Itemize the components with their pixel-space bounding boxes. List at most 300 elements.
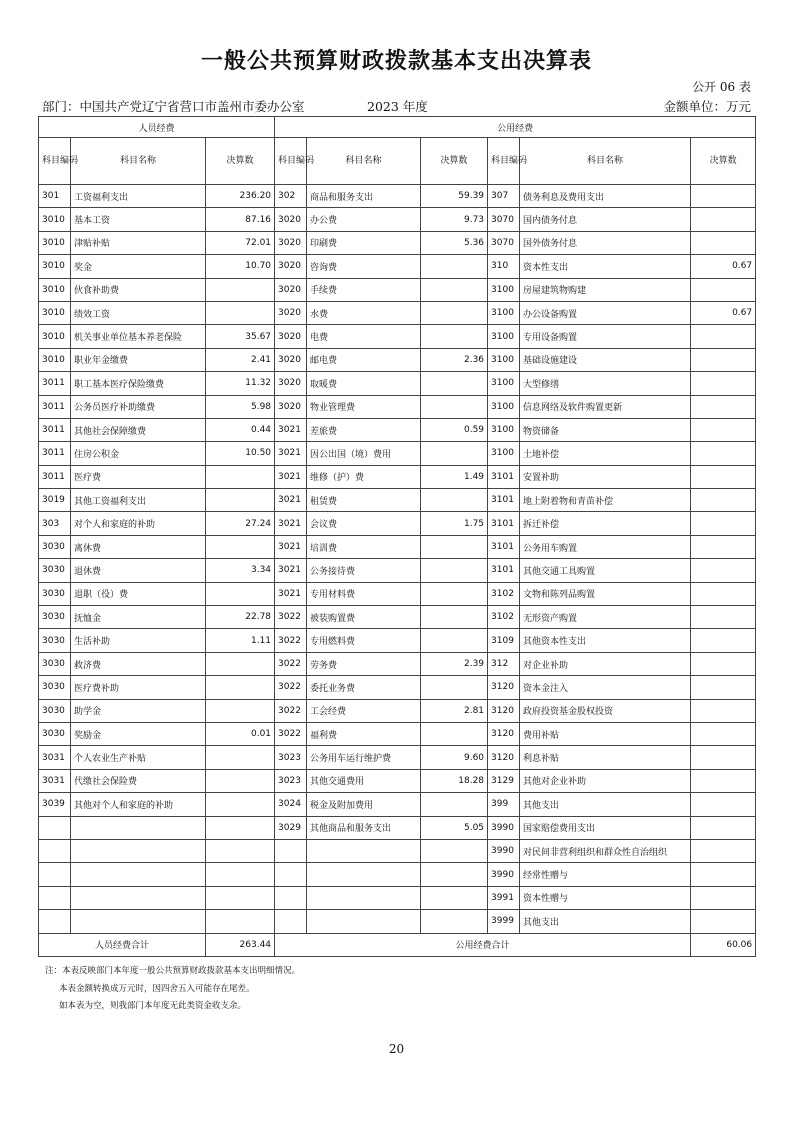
item-code: 3024: [275, 793, 307, 816]
item-amount: [421, 676, 488, 699]
header-code: 科目编码: [39, 138, 71, 185]
item-code: 3020: [275, 325, 307, 348]
item-code: 3020: [275, 372, 307, 395]
item-amount: 2.36: [421, 348, 488, 371]
item-amount: [421, 793, 488, 816]
item-name: 其他商品和服务支出: [307, 816, 421, 839]
item-code: [39, 886, 71, 909]
item-amount: 9.73: [421, 208, 488, 231]
item-amount: [691, 582, 756, 605]
item-amount: [421, 442, 488, 465]
item-name: 资本性赠与: [520, 886, 691, 909]
expenditure-table: [38, 116, 756, 957]
item-code: 3030: [39, 722, 71, 745]
item-name: 伙食补助费: [71, 278, 206, 301]
table-row: [39, 255, 756, 278]
item-name: 其他交通费用: [307, 769, 421, 792]
item-amount: [691, 395, 756, 418]
item-amount: [421, 372, 488, 395]
item-amount: 22.78: [206, 606, 275, 629]
item-name: 经常性赠与: [520, 863, 691, 886]
item-name: 工会经费: [307, 699, 421, 722]
item-name: [71, 863, 206, 886]
table-row: [39, 535, 756, 558]
item-amount: [206, 910, 275, 933]
item-name: 抚恤金: [71, 606, 206, 629]
table-row: [39, 185, 756, 208]
item-code: 303: [39, 512, 71, 535]
item-amount: [421, 278, 488, 301]
item-code: 3100: [488, 442, 520, 465]
item-amount: 1.75: [421, 512, 488, 535]
item-name: [71, 886, 206, 909]
item-amount: 2.39: [421, 652, 488, 675]
item-code: 3030: [39, 582, 71, 605]
page-title: 一般公共预算财政拨款基本支出决算表: [200, 48, 592, 74]
item-code: 3020: [275, 278, 307, 301]
item-name: 水费: [307, 301, 421, 324]
item-code: [39, 839, 71, 862]
item-code: 3030: [39, 629, 71, 652]
item-name: 政府投资基金股权投资: [520, 699, 691, 722]
header-code: 科目编码: [488, 138, 520, 185]
item-code: 3100: [488, 372, 520, 395]
item-name: [307, 839, 421, 862]
item-amount: [206, 816, 275, 839]
item-name: [71, 910, 206, 933]
item-code: 3039: [39, 793, 71, 816]
item-amount: 236.20: [206, 185, 275, 208]
item-name: 印刷费: [307, 231, 421, 254]
item-code: 3010: [39, 325, 71, 348]
item-code: 3101: [488, 465, 520, 488]
table-row: [39, 208, 756, 231]
item-code: [275, 886, 307, 909]
item-amount: 1.11: [206, 629, 275, 652]
header-name: 科目名称: [307, 138, 421, 185]
item-amount: 5.05: [421, 816, 488, 839]
table-row: [39, 652, 756, 675]
item-code: 399: [488, 793, 520, 816]
item-code: 3120: [488, 746, 520, 769]
item-code: 3022: [275, 629, 307, 652]
item-code: 3019: [39, 489, 71, 512]
item-code: 3011: [39, 442, 71, 465]
item-code: 3100: [488, 395, 520, 418]
item-code: 3023: [275, 746, 307, 769]
item-code: [275, 863, 307, 886]
item-name: 公务员医疗补助缴费: [71, 395, 206, 418]
item-code: [39, 863, 71, 886]
item-amount: [421, 559, 488, 582]
item-code: 3021: [275, 582, 307, 605]
item-name: 专用材料费: [307, 582, 421, 605]
item-amount: 18.28: [421, 769, 488, 792]
header-amount: 决算数: [206, 138, 275, 185]
table-row: [39, 793, 756, 816]
item-amount: 0.44: [206, 418, 275, 441]
item-name: 个人农业生产补贴: [71, 746, 206, 769]
item-code: 3030: [39, 652, 71, 675]
item-amount: [421, 489, 488, 512]
item-name: 办公设备购置: [520, 301, 691, 324]
item-code: 3011: [39, 418, 71, 441]
item-name: 医疗费: [71, 465, 206, 488]
item-amount: [421, 325, 488, 348]
item-amount: [206, 535, 275, 558]
item-name: 专用燃料费: [307, 629, 421, 652]
item-code: 3021: [275, 535, 307, 558]
notes: [45, 963, 300, 1016]
header-amount: 决算数: [421, 138, 488, 185]
item-amount: [206, 839, 275, 862]
item-amount: [421, 582, 488, 605]
table-row: [39, 746, 756, 769]
item-name: 因公出国（境）费用: [307, 442, 421, 465]
table-row: [39, 722, 756, 745]
item-code: 3020: [275, 395, 307, 418]
header-amount: 决算数: [691, 138, 756, 185]
item-code: 3990: [488, 816, 520, 839]
item-amount: [421, 629, 488, 652]
item-name: 文物和陈列品购置: [520, 582, 691, 605]
unit-label: 金额单位：万元: [663, 99, 751, 114]
item-name: 代缴社会保险费: [71, 769, 206, 792]
item-name: 拆迁补偿: [520, 512, 691, 535]
item-amount: 5.98: [206, 395, 275, 418]
item-code: 3023: [275, 769, 307, 792]
column-header-row: [39, 138, 756, 185]
item-name: 其他社会保障缴费: [71, 418, 206, 441]
item-name: 公务用车购置: [520, 535, 691, 558]
item-amount: [206, 301, 275, 324]
item-name: [307, 863, 421, 886]
table-row: [39, 910, 756, 933]
item-name: 差旅费: [307, 418, 421, 441]
table-row: [39, 395, 756, 418]
item-code: 3022: [275, 652, 307, 675]
item-amount: 10.70: [206, 255, 275, 278]
personnel-total-label: 人员经费合计: [39, 933, 206, 956]
item-code: [275, 839, 307, 862]
item-name: 国家赔偿费用支出: [520, 816, 691, 839]
item-code: 3030: [39, 606, 71, 629]
item-code: 3011: [39, 395, 71, 418]
item-code: 3022: [275, 722, 307, 745]
item-code: 3030: [39, 699, 71, 722]
item-name: 被装购置费: [307, 606, 421, 629]
item-name: 邮电费: [307, 348, 421, 371]
table-row: [39, 301, 756, 324]
item-name: 其他对企业补助: [520, 769, 691, 792]
item-name: 住房公积金: [71, 442, 206, 465]
table-row: [39, 231, 756, 254]
item-code: 3010: [39, 208, 71, 231]
item-name: 物资储备: [520, 418, 691, 441]
item-amount: [206, 746, 275, 769]
section-personnel: 人员经费: [39, 117, 275, 138]
item-name: 国外债务付息: [520, 231, 691, 254]
item-code: 3101: [488, 535, 520, 558]
item-name: 资本性支出: [520, 255, 691, 278]
item-amount: [691, 489, 756, 512]
item-name: 办公费: [307, 208, 421, 231]
item-amount: [206, 793, 275, 816]
item-code: 3020: [275, 301, 307, 324]
item-code: 3129: [488, 769, 520, 792]
item-name: 大型修缮: [520, 372, 691, 395]
item-name: 物业管理费: [307, 395, 421, 418]
item-amount: [421, 255, 488, 278]
table-code: 公开 06 表: [692, 80, 751, 94]
item-amount: [421, 839, 488, 862]
header-code: 科目编码: [275, 138, 307, 185]
table-row: [39, 863, 756, 886]
item-name: 专用设备购置: [520, 325, 691, 348]
item-amount: [691, 746, 756, 769]
item-amount: [691, 535, 756, 558]
item-code: [39, 910, 71, 933]
item-name: 其他资本性支出: [520, 629, 691, 652]
item-amount: [691, 886, 756, 909]
public-total-value: 60.06: [691, 933, 756, 956]
note-2: 本表金额转换成万元时，因四舍五入可能存在尾差。: [59, 983, 255, 994]
item-code: 3102: [488, 606, 520, 629]
table-row: [39, 816, 756, 839]
item-name: 退休费: [71, 559, 206, 582]
item-code: 3010: [39, 301, 71, 324]
public-total-label: 公用经费合计: [275, 933, 691, 956]
item-name: 商品和服务支出: [307, 185, 421, 208]
header-name: 科目名称: [520, 138, 691, 185]
item-amount: [691, 512, 756, 535]
item-code: 3021: [275, 489, 307, 512]
item-code: 3101: [488, 489, 520, 512]
item-code: 3010: [39, 255, 71, 278]
item-amount: [691, 231, 756, 254]
item-name: 利息补贴: [520, 746, 691, 769]
item-code: 3101: [488, 512, 520, 535]
item-amount: [691, 278, 756, 301]
item-code: 3100: [488, 325, 520, 348]
item-amount: [691, 816, 756, 839]
item-code: 3990: [488, 863, 520, 886]
item-code: 3030: [39, 559, 71, 582]
item-amount: [691, 769, 756, 792]
item-amount: [206, 278, 275, 301]
item-amount: [691, 676, 756, 699]
item-code: 3021: [275, 559, 307, 582]
item-amount: 0.67: [691, 301, 756, 324]
item-amount: [691, 839, 756, 862]
item-name: 培训费: [307, 535, 421, 558]
item-amount: [421, 886, 488, 909]
item-code: 3020: [275, 208, 307, 231]
table-row: [39, 559, 756, 582]
item-code: 3070: [488, 208, 520, 231]
item-amount: 0.67: [691, 255, 756, 278]
item-name: 取暖费: [307, 372, 421, 395]
item-code: 3022: [275, 699, 307, 722]
item-name: 委托业务费: [307, 676, 421, 699]
year-label: 2023 年度: [367, 99, 428, 114]
item-name: 津贴补贴: [71, 231, 206, 254]
item-name: 奖励金: [71, 722, 206, 745]
item-amount: [691, 652, 756, 675]
item-name: 信息网络及软件购置更新: [520, 395, 691, 418]
item-name: 租赁费: [307, 489, 421, 512]
item-name: 资本金注入: [520, 676, 691, 699]
item-code: 3101: [488, 559, 520, 582]
item-code: 3999: [488, 910, 520, 933]
table-row: [39, 769, 756, 792]
item-name: 生活补助: [71, 629, 206, 652]
item-amount: [421, 395, 488, 418]
item-amount: [421, 863, 488, 886]
item-amount: [691, 348, 756, 371]
item-code: [275, 910, 307, 933]
table-row: [39, 629, 756, 652]
item-name: 机关事业单位基本养老保险: [71, 325, 206, 348]
item-code: 312: [488, 652, 520, 675]
item-code: 3120: [488, 722, 520, 745]
item-name: 其他支出: [520, 910, 691, 933]
item-amount: 0.59: [421, 418, 488, 441]
table-row: [39, 676, 756, 699]
item-name: 债务利息及费用支出: [520, 185, 691, 208]
item-name: 其他支出: [520, 793, 691, 816]
table-row: [39, 442, 756, 465]
item-code: 3030: [39, 676, 71, 699]
item-name: 福利费: [307, 722, 421, 745]
item-code: 3020: [275, 231, 307, 254]
item-name: [71, 816, 206, 839]
item-code: 3030: [39, 535, 71, 558]
table-row: [39, 348, 756, 371]
item-code: 3031: [39, 769, 71, 792]
item-name: 咨询费: [307, 255, 421, 278]
item-name: 地上附着物和青苗补偿: [520, 489, 691, 512]
item-code: 3120: [488, 676, 520, 699]
table-row: [39, 512, 756, 535]
item-amount: [421, 535, 488, 558]
table-row: [39, 278, 756, 301]
item-name: 公务用车运行维护费: [307, 746, 421, 769]
item-name: 工资福利支出: [71, 185, 206, 208]
item-name: 会议费: [307, 512, 421, 535]
item-code: 3120: [488, 699, 520, 722]
item-amount: 10.50: [206, 442, 275, 465]
item-code: 3070: [488, 231, 520, 254]
item-name: 手续费: [307, 278, 421, 301]
item-name: 安置补助: [520, 465, 691, 488]
personnel-total-value: 263.44: [206, 933, 275, 956]
item-name: 维修（护）费: [307, 465, 421, 488]
item-amount: [691, 863, 756, 886]
item-amount: [691, 559, 756, 582]
item-name: [71, 839, 206, 862]
note-1: 注：本表反映部门本年度一般公共预算财政拨款基本支出明细情况。: [45, 966, 301, 976]
section-header-row: [39, 117, 756, 138]
item-name: 对民间非营利组织和群众性自治组织: [520, 839, 691, 862]
table-row: [39, 606, 756, 629]
table-row: [39, 325, 756, 348]
item-code: 3021: [275, 512, 307, 535]
item-name: 医疗费补助: [71, 676, 206, 699]
table-row: [39, 839, 756, 862]
item-amount: [206, 863, 275, 886]
item-code: 3100: [488, 278, 520, 301]
item-amount: [691, 465, 756, 488]
item-code: 3021: [275, 418, 307, 441]
item-name: [307, 886, 421, 909]
table-row: [39, 699, 756, 722]
item-amount: [691, 418, 756, 441]
department-label: 部门：中国共产党辽宁省营口市盖州市委办公室: [42, 99, 305, 114]
item-amount: 59.39: [421, 185, 488, 208]
item-amount: [206, 886, 275, 909]
item-amount: 0.01: [206, 722, 275, 745]
item-amount: [691, 910, 756, 933]
item-name: 基础设施建设: [520, 348, 691, 371]
table-row: [39, 886, 756, 909]
item-name: 其他交通工具购置: [520, 559, 691, 582]
item-amount: 5.36: [421, 231, 488, 254]
item-name: 其他工资福利支出: [71, 489, 206, 512]
item-amount: [691, 442, 756, 465]
item-amount: [691, 185, 756, 208]
item-code: 3100: [488, 418, 520, 441]
item-name: 离休费: [71, 535, 206, 558]
item-code: 3100: [488, 348, 520, 371]
item-name: 电费: [307, 325, 421, 348]
item-amount: [691, 793, 756, 816]
item-amount: [206, 582, 275, 605]
item-amount: 27.24: [206, 512, 275, 535]
item-amount: 87.16: [206, 208, 275, 231]
item-amount: 9.60: [421, 746, 488, 769]
item-code: 3100: [488, 301, 520, 324]
item-name: 其他对个人和家庭的补助: [71, 793, 206, 816]
item-name: 退职（役）费: [71, 582, 206, 605]
item-amount: [691, 372, 756, 395]
item-amount: [206, 769, 275, 792]
item-amount: [206, 676, 275, 699]
item-code: 3022: [275, 676, 307, 699]
header-name: 科目名称: [71, 138, 206, 185]
item-code: 3010: [39, 348, 71, 371]
item-amount: 3.34: [206, 559, 275, 582]
item-name: 救济费: [71, 652, 206, 675]
item-name: 公务接待费: [307, 559, 421, 582]
item-amount: [421, 910, 488, 933]
item-amount: [691, 208, 756, 231]
item-amount: [691, 606, 756, 629]
item-code: 310: [488, 255, 520, 278]
item-code: 3029: [275, 816, 307, 839]
item-amount: 2.41: [206, 348, 275, 371]
item-code: [39, 816, 71, 839]
item-amount: [206, 652, 275, 675]
item-code: 3020: [275, 348, 307, 371]
item-code: 3011: [39, 372, 71, 395]
item-name: 助学金: [71, 699, 206, 722]
item-name: 费用补贴: [520, 722, 691, 745]
item-amount: [691, 325, 756, 348]
item-amount: [691, 699, 756, 722]
item-name: [307, 910, 421, 933]
item-code: 3102: [488, 582, 520, 605]
